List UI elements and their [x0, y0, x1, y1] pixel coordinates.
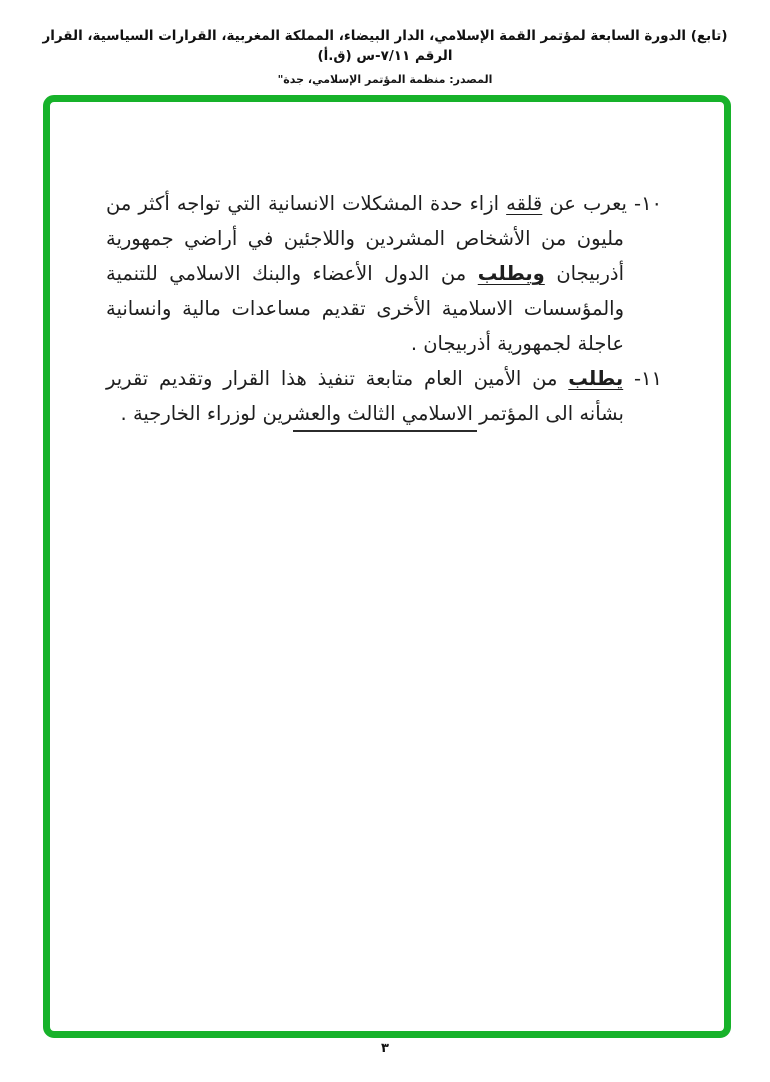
- section-divider: [293, 430, 477, 432]
- text-segment: من الدول الأعضاء والبنك الاسلامي للتنمية والمؤسسات الاسلامية الأخرى تقديم مساعدات مالية وانسانية عاجلة لجمهورية أذربيجان .: [106, 262, 624, 355]
- paragraph-number: ١٠-: [634, 192, 663, 215]
- resolution-paragraph: [106, 186, 662, 361]
- text-segment: قلقه: [506, 192, 543, 215]
- text-segment: ازاء حدة المشكلات الانسانية التي تواجه أكثر من مليون من الأشخاص المشردين واللاجئين في أراضي جمهورية أذربيجان: [106, 192, 624, 285]
- page-number: ٣: [381, 1041, 389, 1056]
- paragraph-number: ١١-: [634, 367, 662, 390]
- resolution-text: [106, 186, 662, 431]
- document-header: [0, 26, 770, 86]
- document-title: (تابع) الدورة السابعة لمؤتمر القمة الإسلامي، الدار البيضاء، المملكة المغربية، القرارات السياسية، القرار الرقم ٧/١١-س (ق.أ): [42, 28, 728, 64]
- text-segment: يعرب عن: [542, 192, 627, 215]
- highlight-frame: [43, 95, 731, 1038]
- text-segment: يطلب: [568, 367, 624, 390]
- resolution-paragraph: [106, 361, 662, 431]
- text-segment: ويطلب: [477, 262, 545, 285]
- document-source: المصدر: منظمة المؤتمر الإسلامي، جدة": [277, 73, 493, 86]
- text-segment: من الأمين العام متابعة تنفيذ هذا القرار وتقديم تقرير بشأنه الى المؤتمر الاسلامي الثالث والعشرين لوزراء الخارجية .: [106, 367, 624, 425]
